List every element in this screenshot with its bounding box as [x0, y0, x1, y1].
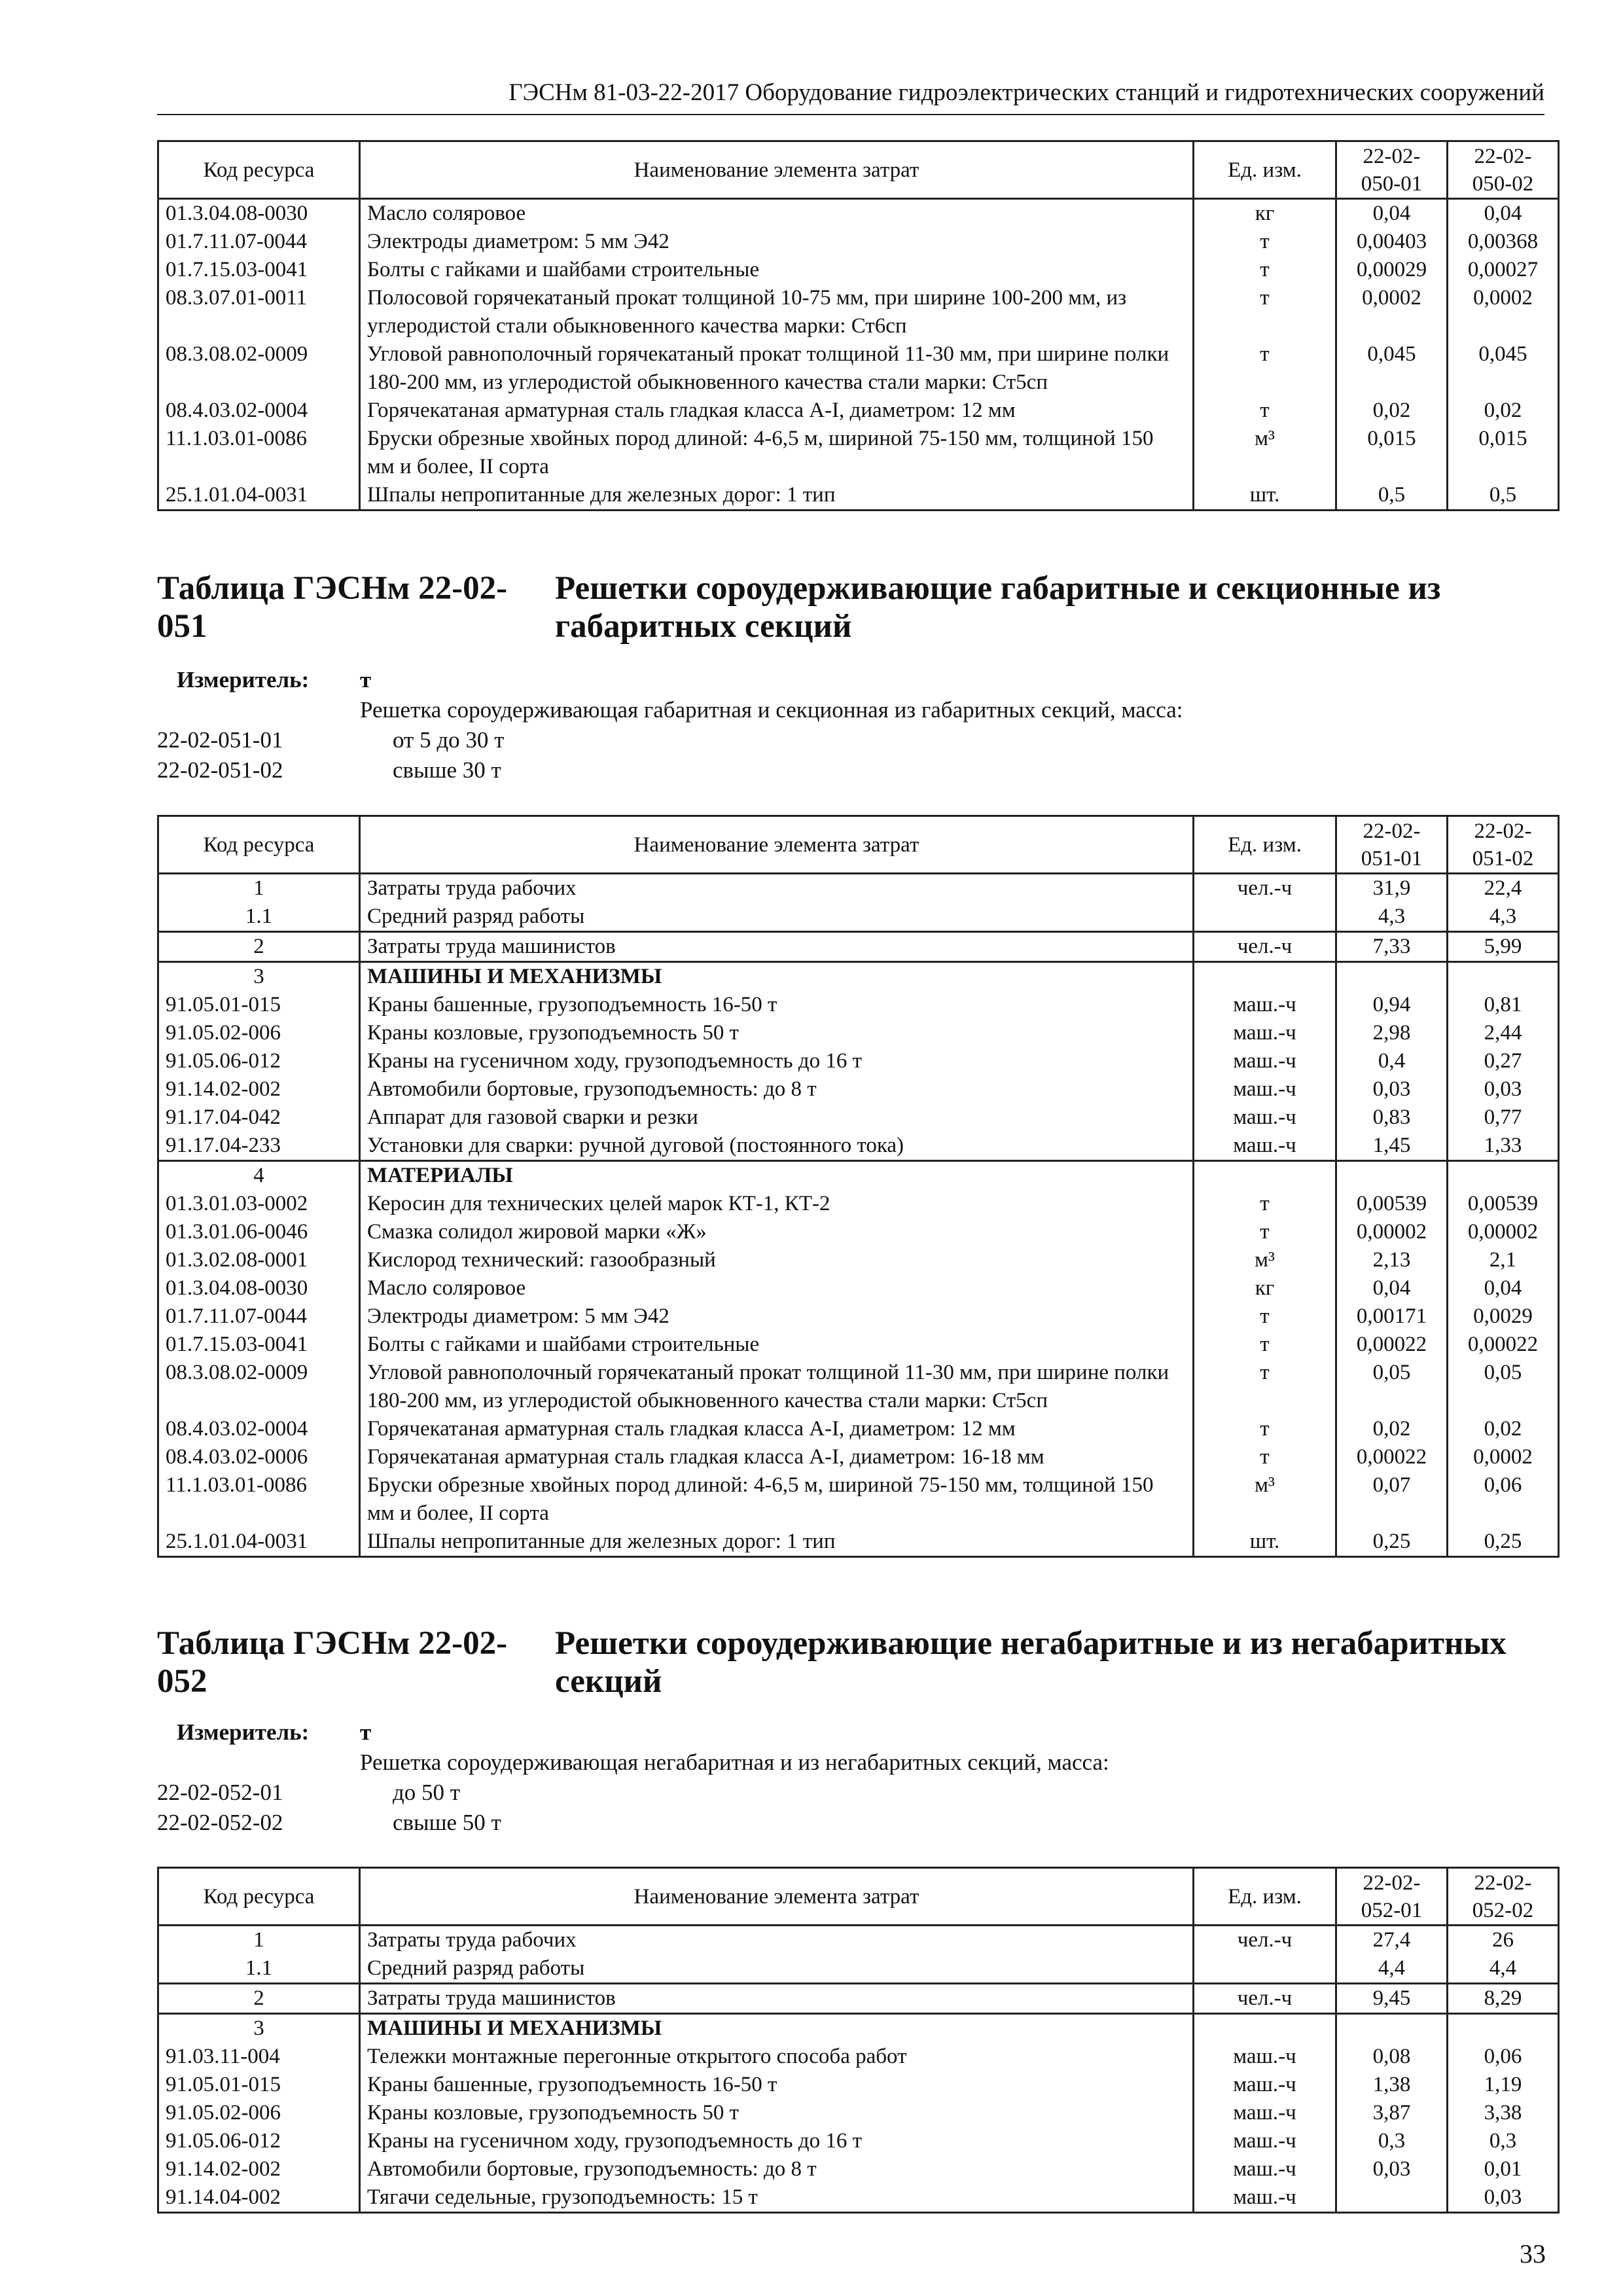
table-row: [158, 903, 1559, 932]
cost-item-name: Затраты труда рабочих: [360, 874, 1194, 903]
page-number: 33: [1520, 2239, 1546, 2269]
value-2: 2,44: [1448, 1019, 1559, 1047]
table-row: [158, 1075, 1559, 1103]
value-1: 2,13: [1336, 1246, 1448, 1274]
col-v1-header: 22-02-051-01: [1336, 816, 1448, 874]
value-2: [1448, 1161, 1559, 1191]
value-1: 0,00403: [1336, 228, 1448, 256]
unit: т: [1194, 1359, 1336, 1415]
cost-item-name: Электроды диаметром: 5 мм Э42: [360, 1302, 1194, 1331]
table-row: [158, 2155, 1559, 2183]
resource-code: 91.05.06-012: [158, 1047, 360, 1075]
unit: чел.-ч: [1194, 1984, 1336, 2014]
cost-item-name: Установки для сварки: ручной дуговой (постоянного тока): [360, 1132, 1194, 1161]
value-2: [1448, 2014, 1559, 2043]
value-1: 4,3: [1336, 903, 1448, 932]
table-row: [158, 1984, 1559, 2014]
cost-item-name: Полосовой горячекатаный прокат толщиной 10-75 мм, при ширине 100-200 мм, из углеродистой стали обыкновенного качества марки: Ст6сп: [360, 284, 1194, 340]
resource-code: 08.4.03.02-0006: [158, 1443, 360, 1471]
value-1: 1,45: [1336, 1132, 1448, 1161]
cost-item-name: Шпалы непропитанные для железных дорог: 1 тип: [360, 481, 1194, 511]
cost-item-name: Тележки монтажные перегонные открытого способа работ: [360, 2043, 1194, 2071]
resource-code: 91.14.02-002: [158, 1075, 360, 1103]
table-row: [158, 1246, 1559, 1274]
table-051-body: [158, 874, 1559, 1557]
cost-item-name: Угловой равнополочный горячекатаный прокат толщиной 11-30 мм, при ширине полки 180-200 мм, из углеродистой обыкновенного качества стали марки: Ст5сп: [360, 1359, 1194, 1415]
resource-code: 2: [158, 932, 360, 962]
value-1: 0,94: [1336, 991, 1448, 1019]
unit: маш.-ч: [1194, 2071, 1336, 2099]
variant-code: 22-02-051-02: [157, 757, 283, 783]
cost-item-name: Бруски обрезные хвойных пород длиной: 4-6,5 м, шириной 75-150 мм, толщиной 150 мм и более, II сорта: [360, 425, 1194, 481]
value-2: 0,27: [1448, 1047, 1559, 1075]
value-2: 0,00539: [1448, 1190, 1559, 1218]
unit: т: [1194, 284, 1336, 340]
table-row: [158, 2099, 1559, 2127]
table-row: [158, 340, 1559, 397]
unit: [1194, 962, 1336, 992]
table-row: [158, 1415, 1559, 1443]
table-row: [158, 2127, 1559, 2155]
value-2: 26: [1448, 1926, 1559, 1955]
variant-text: до 50 т: [393, 1780, 461, 1805]
cost-item-name: МАТЕРИАЛЫ: [360, 1161, 1194, 1191]
table-052-body: [158, 1926, 1559, 2213]
resource-code: 01.7.11.07-0044: [158, 228, 360, 256]
value-1: 0,00171: [1336, 1302, 1448, 1331]
cost-item-name: Угловой равнополочный горячекатаный прокат толщиной 11-30 мм, при ширине полки 180-200 мм, из углеродистой обыкновенного качества стали марки: Ст5сп: [360, 340, 1194, 397]
value-2: 0,0029: [1448, 1302, 1559, 1331]
unit: кг: [1194, 199, 1336, 228]
resource-code: 25.1.01.04-0031: [158, 1528, 360, 1557]
resource-code: 1: [158, 874, 360, 903]
cost-item-name: Масло соляровое: [360, 199, 1194, 228]
cost-item-name: Краны башенные, грузоподъемность 16-50 т: [360, 991, 1194, 1019]
cost-item-name: Затраты труда машинистов: [360, 1984, 1194, 2014]
unit: [1194, 903, 1336, 932]
unit: маш.-ч: [1194, 1132, 1336, 1161]
value-2: 0,05: [1448, 1359, 1559, 1415]
value-1: 0,00539: [1336, 1190, 1448, 1218]
unit: [1194, 1954, 1336, 1984]
value-1: 0,00022: [1336, 1331, 1448, 1359]
col-name-header: Наименование элемента затрат: [360, 816, 1194, 874]
cost-item-name: Краны на гусеничном ходу, грузоподъемность до 16 т: [360, 1047, 1194, 1075]
cost-item-name: Краны козловые, грузоподъемность 50 т: [360, 2099, 1194, 2127]
col-code-header: Код ресурса: [158, 141, 360, 199]
resource-code: 01.3.02.08-0001: [158, 1246, 360, 1274]
value-1: 0,08: [1336, 2043, 1448, 2071]
value-2: 0,02: [1448, 397, 1559, 425]
resource-code: 08.4.03.02-0004: [158, 1415, 360, 1443]
value-2: 1,19: [1448, 2071, 1559, 2099]
col-v2-header: 22-02-051-02: [1448, 816, 1559, 874]
unit: т: [1194, 228, 1336, 256]
meter-label: Измеритель:: [177, 667, 310, 692]
unit: маш.-ч: [1194, 2127, 1336, 2155]
table-row: [158, 1954, 1559, 1984]
resource-code: 01.3.04.08-0030: [158, 199, 360, 228]
table-row: [158, 1218, 1559, 1246]
value-1: 0,02: [1336, 397, 1448, 425]
unit: маш.-ч: [1194, 2183, 1336, 2213]
value-1: 0,02: [1336, 1415, 1448, 1443]
value-2: 0,77: [1448, 1103, 1559, 1132]
resource-code: 91.05.01-015: [158, 991, 360, 1019]
value-2: 0,06: [1448, 1471, 1559, 1528]
table-row: [158, 1443, 1559, 1471]
value-2: 0,00027: [1448, 256, 1559, 284]
cost-item-name: МАШИНЫ И МЕХАНИЗМЫ: [360, 2014, 1194, 2043]
cost-item-name: Аппарат для газовой сварки и резки: [360, 1103, 1194, 1132]
unit: т: [1194, 397, 1336, 425]
col-v1-header: 22-02-050-01: [1336, 141, 1448, 199]
unit: [1194, 2014, 1336, 2043]
col-unit-header: Ед. изм.: [1194, 141, 1336, 199]
unit: маш.-ч: [1194, 2099, 1336, 2127]
unit: т: [1194, 1415, 1336, 1443]
value-2: 0,015: [1448, 425, 1559, 481]
value-1: 1,38: [1336, 2071, 1448, 2099]
cost-item-name: Шпалы непропитанные для железных дорог: 1 тип: [360, 1528, 1194, 1557]
unit: маш.-ч: [1194, 1103, 1336, 1132]
value-1: 0,25: [1336, 1528, 1448, 1557]
variant-text: от 5 до 30 т: [393, 727, 505, 753]
resource-code: 01.3.04.08-0030: [158, 1274, 360, 1302]
value-1: [1336, 962, 1448, 992]
resource-code: 4: [158, 1161, 360, 1191]
value-2: [1448, 962, 1559, 992]
value-2: 0,00002: [1448, 1218, 1559, 1246]
meter-052: [157, 1717, 1558, 1838]
table-row: [158, 1302, 1559, 1331]
col-v2-header: 22-02-052-02: [1448, 1868, 1559, 1926]
table-050: [157, 140, 1560, 511]
value-1: 2,98: [1336, 1019, 1448, 1047]
resource-code: 08.3.08.02-0009: [158, 1359, 360, 1415]
meter-label: Измеритель:: [177, 1719, 310, 1745]
value-1: 0,00002: [1336, 1218, 1448, 1246]
cost-item-name: Автомобили бортовые, грузоподъемность: до 8 т: [360, 1075, 1194, 1103]
cost-item-name: Болты с гайками и шайбами строительные: [360, 256, 1194, 284]
value-1: 9,45: [1336, 1984, 1448, 2014]
cost-item-name: Масло соляровое: [360, 1274, 1194, 1302]
cost-item-name: Электроды диаметром: 5 мм Э42: [360, 228, 1194, 256]
unit: маш.-ч: [1194, 1047, 1336, 1075]
value-2: 4,4: [1448, 1954, 1559, 1984]
unit: чел.-ч: [1194, 1926, 1336, 1955]
cost-item-name: Горячекатаная арматурная сталь гладкая класса А-I, диаметром: 12 мм: [360, 1415, 1194, 1443]
value-2: 0,25: [1448, 1528, 1559, 1557]
value-1: 0,3: [1336, 2127, 1448, 2155]
resource-code: 91.03.11-004: [158, 2043, 360, 2071]
unit: чел.-ч: [1194, 874, 1336, 903]
table-row: [158, 2071, 1559, 2099]
resource-code: 91.05.02-006: [158, 2099, 360, 2127]
value-2: 3,38: [1448, 2099, 1559, 2127]
variant-code: 22-02-051-01: [157, 727, 283, 753]
resource-code: 1.1: [158, 903, 360, 932]
meter-unit: т: [360, 1719, 372, 1745]
resource-code: 01.7.15.03-0041: [158, 256, 360, 284]
resource-code: 01.3.01.03-0002: [158, 1190, 360, 1218]
value-1: [1336, 2014, 1448, 2043]
variant-code: 22-02-052-02: [157, 1810, 283, 1835]
value-1: 0,83: [1336, 1103, 1448, 1132]
table-row: [158, 1161, 1559, 1191]
table-row: [158, 2043, 1559, 2071]
table-row: [158, 1471, 1559, 1528]
col-code-header: Код ресурса: [158, 1868, 360, 1926]
value-2: 0,04: [1448, 1274, 1559, 1302]
resource-code: 25.1.01.04-0031: [158, 481, 360, 511]
resource-code: 91.17.04-233: [158, 1132, 360, 1161]
value-2: 0,5: [1448, 481, 1559, 511]
table-row: [158, 874, 1559, 903]
cost-item-name: МАШИНЫ И МЕХАНИЗМЫ: [360, 962, 1194, 992]
cost-item-name: Горячекатаная арматурная сталь гладкая класса А-I, диаметром: 16-18 мм: [360, 1443, 1194, 1471]
resource-code: 08.4.03.02-0004: [158, 397, 360, 425]
unit: чел.-ч: [1194, 932, 1336, 962]
unit: маш.-ч: [1194, 991, 1336, 1019]
resource-code: 91.17.04-042: [158, 1103, 360, 1132]
col-v1-header: 22-02-052-01: [1336, 1868, 1448, 1926]
table-052: [157, 1867, 1560, 2214]
value-1: 0,0002: [1336, 284, 1448, 340]
resource-code: 08.3.07.01-0011: [158, 284, 360, 340]
cost-item-name: Автомобили бортовые, грузоподъемность: до 8 т: [360, 2155, 1194, 2183]
unit: т: [1194, 1190, 1336, 1218]
unit: кг: [1194, 1274, 1336, 1302]
table-row: [158, 397, 1559, 425]
value-2: 0,04: [1448, 199, 1559, 228]
cost-item-name: Горячекатаная арматурная сталь гладкая класса А-I, диаметром: 12 мм: [360, 397, 1194, 425]
value-1: 0,07: [1336, 1471, 1448, 1528]
cost-item-name: Средний разряд работы: [360, 1954, 1194, 1984]
col-name-header: Наименование элемента затрат: [360, 141, 1194, 199]
table-row: [158, 1359, 1559, 1415]
value-2: 8,29: [1448, 1984, 1559, 2014]
table-052-title: Решетки сороудерживающие негабаритные и из негабаритных секций: [555, 1625, 1507, 1700]
value-2: 0,02: [1448, 1415, 1559, 1443]
value-1: 0,015: [1336, 425, 1448, 481]
variant-text: свыше 50 т: [393, 1810, 501, 1835]
value-2: 0,03: [1448, 2183, 1559, 2213]
resource-code: 91.05.01-015: [158, 2071, 360, 2099]
cost-item-name: Смазка солидол жировой марки «Ж»: [360, 1218, 1194, 1246]
value-1: 27,4: [1336, 1926, 1448, 1955]
table-row: [158, 199, 1559, 228]
unit: м³: [1194, 425, 1336, 481]
col-unit-header: Ед. изм.: [1194, 1868, 1336, 1926]
value-1: [1336, 2183, 1448, 2213]
table-row: [158, 932, 1559, 962]
value-2: 0,01: [1448, 2155, 1559, 2183]
unit: маш.-ч: [1194, 1019, 1336, 1047]
table-row: [158, 425, 1559, 481]
unit: шт.: [1194, 1528, 1336, 1557]
value-2: 4,3: [1448, 903, 1559, 932]
unit: м³: [1194, 1246, 1336, 1274]
table-row: [158, 284, 1559, 340]
value-1: [1336, 1161, 1448, 1191]
table-052-number: Таблица ГЭСНм 22-02-052: [157, 1625, 508, 1700]
table-row: [158, 256, 1559, 284]
resource-code: 3: [158, 2014, 360, 2043]
resource-code: 91.14.04-002: [158, 2183, 360, 2213]
value-2: 0,00368: [1448, 228, 1559, 256]
unit: шт.: [1194, 481, 1336, 511]
table-row: [158, 1047, 1559, 1075]
unit: маш.-ч: [1194, 1075, 1336, 1103]
col-code-header: Код ресурса: [158, 816, 360, 874]
unit: маш.-ч: [1194, 2043, 1336, 2071]
resource-code: 91.05.02-006: [158, 1019, 360, 1047]
resource-code: 2: [158, 1984, 360, 2014]
unit: т: [1194, 256, 1336, 284]
value-1: 0,04: [1336, 199, 1448, 228]
unit: [1194, 1161, 1336, 1191]
meter-051: [157, 665, 1558, 785]
table-row: [158, 481, 1559, 511]
table-row: [158, 1019, 1559, 1047]
cost-item-name: Кислород технический: газообразный: [360, 1246, 1194, 1274]
variant-text: свыше 30 т: [393, 757, 501, 783]
cost-item-name: Затраты труда машинистов: [360, 932, 1194, 962]
cost-item-name: Бруски обрезные хвойных пород длиной: 4-6,5 м, шириной 75-150 мм, толщиной 150 мм и более, II сорта: [360, 1471, 1194, 1528]
value-1: 0,5: [1336, 481, 1448, 511]
unit: т: [1194, 1218, 1336, 1246]
resource-code: 3: [158, 962, 360, 992]
unit: т: [1194, 1331, 1336, 1359]
resource-code: 01.7.15.03-0041: [158, 1331, 360, 1359]
table-050-body: [158, 199, 1559, 511]
running-header: ГЭСНм 81-03-22-2017 Оборудование гидроэлектрических станций и гидротехнических сооружений: [157, 72, 1544, 115]
cost-item-name: Затраты труда рабочих: [360, 1926, 1194, 1955]
value-1: 0,03: [1336, 2155, 1448, 2183]
resource-code: 08.3.08.02-0009: [158, 340, 360, 397]
value-1: 0,00029: [1336, 256, 1448, 284]
table-row: [158, 962, 1559, 992]
value-1: 31,9: [1336, 874, 1448, 903]
value-1: 0,045: [1336, 340, 1448, 397]
value-2: 0,06: [1448, 2043, 1559, 2071]
value-2: 2,1: [1448, 1246, 1559, 1274]
table-row: [158, 2014, 1559, 2043]
value-2: 0,045: [1448, 340, 1559, 397]
table-row: [158, 1132, 1559, 1161]
cost-item-name: Краны козловые, грузоподъемность 50 т: [360, 1019, 1194, 1047]
value-1: 3,87: [1336, 2099, 1448, 2127]
meter-unit: т: [360, 667, 372, 692]
resource-code: 1.1: [158, 1954, 360, 1984]
value-2: 0,00022: [1448, 1331, 1559, 1359]
resource-code: 01.7.11.07-0044: [158, 1302, 360, 1331]
value-1: 0,04: [1336, 1274, 1448, 1302]
value-2: 0,3: [1448, 2127, 1559, 2155]
unit: т: [1194, 1443, 1336, 1471]
value-2: 0,0002: [1448, 1443, 1559, 1471]
table-row: [158, 1331, 1559, 1359]
value-2: 0,0002: [1448, 284, 1559, 340]
cost-item-name: Тягачи седельные, грузоподъемность: 15 т: [360, 2183, 1194, 2213]
unit: т: [1194, 1302, 1336, 1331]
resource-code: 01.3.01.06-0046: [158, 1218, 360, 1246]
table-row: [158, 991, 1559, 1019]
table-row: [158, 2183, 1559, 2213]
variant-code: 22-02-052-01: [157, 1780, 283, 1805]
unit: маш.-ч: [1194, 2155, 1336, 2183]
value-2: 22,4: [1448, 874, 1559, 903]
resource-code: 11.1.03.01-0086: [158, 1471, 360, 1528]
value-1: 0,05: [1336, 1359, 1448, 1415]
unit: м³: [1194, 1471, 1336, 1528]
table-row: [158, 1103, 1559, 1132]
cost-item-name: Керосин для технических целей марок КТ-1, КТ-2: [360, 1190, 1194, 1218]
table-051: [157, 815, 1560, 1558]
table-051-number: Таблица ГЭСНм 22-02-051: [157, 570, 508, 645]
table-row: [158, 228, 1559, 256]
value-1: 4,4: [1336, 1954, 1448, 1984]
resource-code: 91.14.02-002: [158, 2155, 360, 2183]
value-2: 0,81: [1448, 991, 1559, 1019]
value-1: 0,03: [1336, 1075, 1448, 1103]
value-2: 5,99: [1448, 932, 1559, 962]
cost-item-name: Средний разряд работы: [360, 903, 1194, 932]
value-1: 0,4: [1336, 1047, 1448, 1075]
value-1: 7,33: [1336, 932, 1448, 962]
value-1: 0,00022: [1336, 1443, 1448, 1471]
value-2: 1,33: [1448, 1132, 1559, 1161]
meter-desc: Решетка сороудерживающая негабаритная и из негабаритных секций, масса:: [360, 1749, 1109, 1775]
col-name-header: Наименование элемента затрат: [360, 1868, 1194, 1926]
cost-item-name: Краны башенные, грузоподъемность 16-50 т: [360, 2071, 1194, 2099]
table-row: [158, 1926, 1559, 1955]
col-v2-header: 22-02-050-02: [1448, 141, 1559, 199]
unit: т: [1194, 340, 1336, 397]
resource-code: 91.05.06-012: [158, 2127, 360, 2155]
resource-code: 1: [158, 1926, 360, 1955]
meter-desc: Решетка сороудерживающая габаритная и секционная из габаритных секций, масса:: [360, 697, 1183, 723]
resource-code: 11.1.03.01-0086: [158, 425, 360, 481]
table-row: [158, 1274, 1559, 1302]
table-051-title: Решетки сороудерживающие габаритные и секционные из габаритных секций: [555, 570, 1441, 645]
cost-item-name: Краны на гусеничном ходу, грузоподъемность до 16 т: [360, 2127, 1194, 2155]
value-2: 0,03: [1448, 1075, 1559, 1103]
table-row: [158, 1190, 1559, 1218]
cost-item-name: Болты с гайками и шайбами строительные: [360, 1331, 1194, 1359]
col-unit-header: Ед. изм.: [1194, 816, 1336, 874]
table-row: [158, 1528, 1559, 1557]
